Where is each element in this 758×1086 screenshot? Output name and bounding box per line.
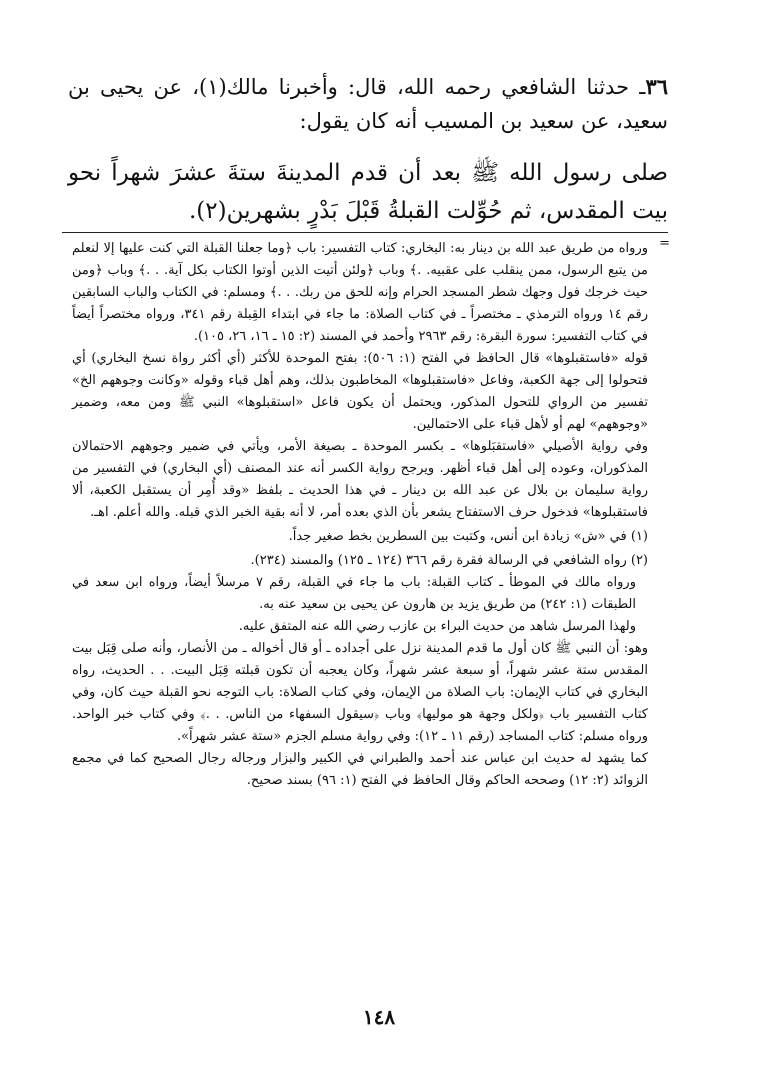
hadith-matn: صلى رسول الله ﷺ بعد أن قدم المدينةَ ستةَ عشرَ شهراً نحو بيت المقدس، ثم حُوِّلت القبلةُ قَبْلَ بَدْرٍ بشهرين(٢). [68,160,668,224]
page-number: ١٤٨ [362,1005,396,1029]
note-continued-2: قوله «فاستقبلوها» قال الحافظ في الفتح (١: ٥٠٦): بفتح الموحدة للأكثر (أي أكثر رواة نسخ البخاري) أي فتحولوا إلى جهة الكعبة، وفاعل «فاستقبلوها» المخاطبون بذلك، وهم أهل قباء وقوله «وكانت وجوههم الخ» تفسير من الرواي للتحول المذكور، ويحتمل أن يكون فاعل «استقبلوها» النبي ﷺ ومن معه، وضمير «وجوههم» لهم أو لأهل قباء على الاحتمالين. [72,351,649,432]
footnote-2-para-2: ولهذا المرسل شاهد من حديث البراء بن عازب رضي الله عنه المتفق عليه. [238,619,636,634]
note-continued-3: وفي رواية الأصيلي «فاستقبَلوها» ـ بكسر الموحدة ـ بصيغة الأمر، ويأتي في ضمير وجوههم الاحتمالان المذكوران، وعوده إلى أهل قباء أظهر. ويرجح رواية الكسر أنه عند المصنف (أي البخاري) في التفسير من رواية سليمان بن بلال عن عبد الله بن دينار ـ في هذا الحديث ـ بلفظ «وقد أُمِر أن يستقبل الكعبة، ألا فاستقبلوها» فدخول حرف الاستفتاح يشعر بأن الذي بعده أمر، لا أنه بقية الخبر الذي قبله. والله أعلم. اهـ. [72,439,648,520]
note-continued-1: ورواه من طريق عبد الله بن دينار به: البخاري: كتاب التفسير: باب ﴿وما جعلنا القبلة التي كنت عليها إلا لنعلم من يتبع الرسول، ممن ينقلب على عقبيه. .﴾ وباب ﴿ولئن أتيت الذين أوتوا الكتاب بكل آية. . .﴾ وباب ﴿ومن حيث خرجك فول وجهك شطر المسجد الحرام وإنه للحق من ربك. . .﴾ ومسلم: في الكتاب والباب السابقين رقم ١٤ ورواه الترمذي ـ مختصراً ـ في كتاب الصلاة: ما جاء في ابتداء القِبلة رقم ٣٤١، ورواه مختصراً أيضاً في كتاب التفسير: سورة البقرة: رقم ٢٩٦٣ وأحمد في المسند (٢: ١٥ ـ ١٦، ٢٦، ١٠٥). [72,241,649,344]
footnote-2: (٢) رواه الشافعي في الرسالة فقرة رقم ٣٦٦ (١٢٤ ـ ١٢٥) والمسند (٢٣٤). [250,553,648,568]
footnote-2-para-4: كما يشهد له حديث ابن عباس عند أحمد والطبراني في الكبير والبزار ورجاله رجال الصحيح كما في مجمع الزوائد (٢: ١٢) وصححه الحاكم وقال الحافظ في الفتح (١: ٩٦) بسند صحيح. [72,751,648,788]
footnote-1: (١) في «ش» زيادة ابن أنس، وكتبت بين السطرين بخط صغير جداً. [288,529,648,544]
continuation-mark: = [659,236,670,251]
hadith-block [68,70,668,230]
hadith-number: ٣٦ [645,74,668,99]
hadith-isnad [68,70,668,138]
footnotes [72,238,648,792]
isnad-text: ـ حدثنا الشافعي رحمه الله، قال: وأخبرنا مالك(١)، عن يحيى بن سعيد، عن سعيد بن المسيب أنه كان يقول: [68,75,668,133]
footnote-2-para-1: ورواه مالك في الموطأ ـ كتاب القبلة: باب ما جاء في القبلة، رقم ٧ مرسلاً أيضاً، ورواه ابن سعد في الطبقات (١: ٢٤٢) من طريق يزيد بن هارون عن يحيى بن سعيد عنه به. [72,575,636,612]
footnote-divider [62,232,668,233]
footnote-2-para-3: وهو: أن النبي ﷺ كان أول ما قدم المدينة نزل على أجداده ـ أو قال أخواله ـ من الأنصار، وأنه صلى قِبَل بيت المقدس ستة عشر شهراً، أو سبعة عشر شهراً، وكان يعجبه أن تكون قبلته قِبَل البيت. . . الحديث، رواه البخاري في كتاب الإيمان: باب الصلاة من الإيمان، وفي كتاب الصلاة: باب التوجه نحو القبلة حيث كان، وفي كتاب التفسير باب ﴿ولكل وجهة هو موليها﴾ وباب ﴿سيقول السفهاء من الناس. . .﴾ وفي كتاب خبر الواحد. ورواه مسلم: كتاب المساجد (رقم ١١ ـ ١٢): وفي رواية مسلم الجزم «ستة عشر شهراً». [72,641,648,744]
